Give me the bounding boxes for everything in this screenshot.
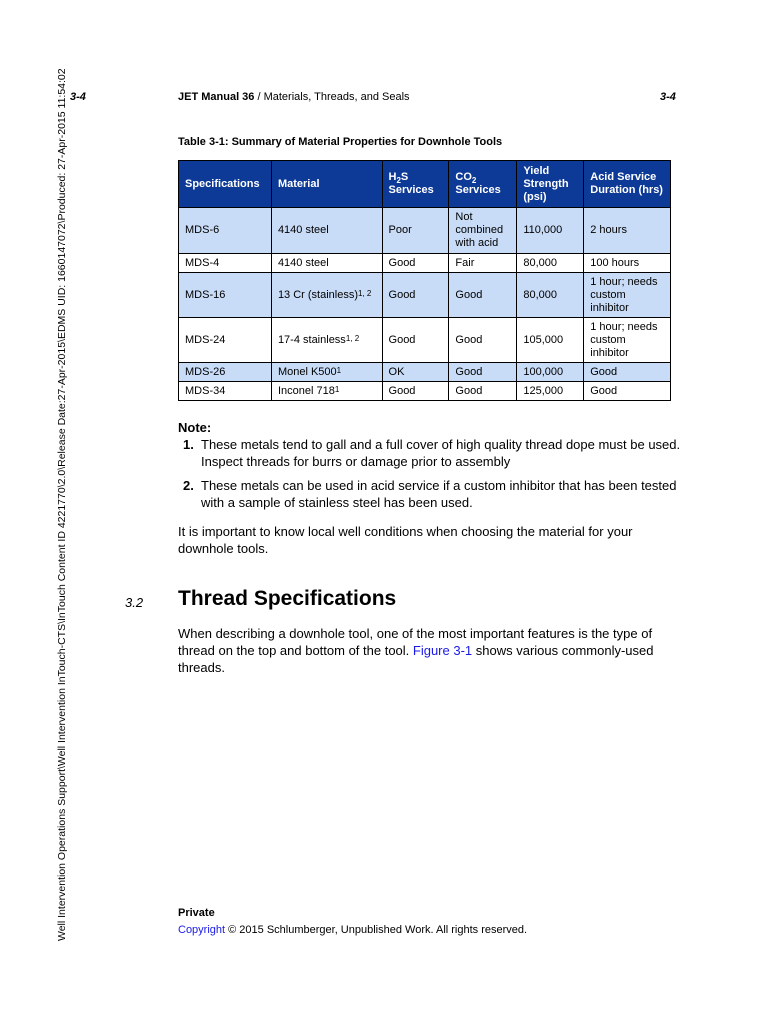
header-h2s-services: $H_2S$ Services [382,161,449,208]
cell-yield: 105,000 [517,318,584,363]
cell-h2s: Poor [382,208,449,254]
table-row [179,382,671,401]
table-caption: Table 3-1: Summary of Material Properties for Downhole Tools [178,136,503,148]
copyright-link[interactable]: Copyright [178,924,226,936]
note-number: 2. [183,478,194,493]
note-text: These metals can be used in acid service if a custom inhibitor that has been tested with a sample of stainless steel has been used. [201,478,677,510]
page-number-left: 3-4 [70,91,86,103]
cell-co2: Good [449,318,517,363]
table-row [179,363,671,382]
copyright-notice: Copyright © 2015 Schlumberger, Unpublished Work. All rights reserved. [178,924,528,936]
cell-acid: Good [584,382,671,401]
table-row [179,208,671,254]
thread-spec-paragraph: When describing a downhole tool, one of the most important features is the type of thread on the top and bottom of the tool. Figure 3-1 shows various commonly-used threads. [178,626,654,675]
cell-h2s: Good [382,382,449,401]
header-acid-service-duration: Acid Service Duration (hrs) [584,161,671,208]
table-header-row [179,161,671,208]
manual-subtitle: / Materials, Threads, and Seals [257,91,410,103]
header-yield-strength: Yield Strength (psi) [517,161,584,208]
note-item [183,436,683,470]
cell-spec: MDS-16 [179,273,272,318]
header-co2-services: $CO_2$ Services [449,161,517,208]
cell-h2s: Good [382,318,449,363]
cell-h2s: Good [382,254,449,273]
section-number: 3.2 [125,595,144,610]
cell-co2: Good [449,273,517,318]
cell-spec: MDS-26 [179,363,272,382]
well-conditions-paragraph: It is important to know local well conditions when choosing the material for your downhole tools. [178,524,633,556]
cell-material: 4140 steel [271,208,382,254]
cell-acid: 1 hour; needs custom inhibitor [584,318,671,363]
cell-spec: MDS-4 [179,254,272,273]
note-item [183,477,683,511]
cell-co2: Not combined with acid [449,208,517,254]
note-list [183,436,683,518]
header-specifications: Specifications [179,161,272,208]
cell-yield: 110,000 [517,208,584,254]
cell-yield: 80,000 [517,254,584,273]
cell-material: 13 Cr (stainless)$^{1, 2}$ [271,273,382,318]
cell-material: Inconel $718^1$ [271,382,382,401]
cell-yield: 125,000 [517,382,584,401]
cell-acid: Good [584,363,671,382]
cell-spec: MDS-6 [179,208,272,254]
cell-spec: MDS-24 [179,318,272,363]
cell-co2: Good [449,363,517,382]
manual-title: JET Manual 36 [178,91,255,103]
cell-yield: 100,000 [517,363,584,382]
cell-acid: 1 hour; needs custom inhibitor [584,273,671,318]
note-heading: Note: [178,420,212,435]
table-row [179,273,671,318]
document-metadata-sidebar: Well Intervention Operations Support\Well Intervention InTouch-CTS\InTouch Content ID 4221770\2.0\Release Date:27-Apr-2015\EDMS UID: 1660147072\Produced: 27-Apr-2015 11:54:02 [56,68,68,941]
figure-3-1-link[interactable]: Figure 3-1 [412,643,473,658]
material-properties-table [178,160,671,401]
classification-label: Private [178,907,215,919]
cell-h2s: OK [382,363,449,382]
cell-acid: 2 hours [584,208,671,254]
header-material: Material [271,161,382,208]
cell-acid: 100 hours [584,254,671,273]
section-title: Thread Specifications [178,587,397,610]
cell-material: Monel $K500^1$ [271,363,382,382]
table-row [179,318,671,363]
cell-material: 17-4 stainless$^{1, 2}$ [271,318,382,363]
running-header [178,91,410,103]
page-number-right: 3-4 [660,91,676,103]
cell-co2: Fair [449,254,517,273]
cell-yield: 80,000 [517,273,584,318]
table-row [179,254,671,273]
cell-material: 4140 steel [271,254,382,273]
cell-h2s: Good [382,273,449,318]
note-number: 1. [183,437,194,452]
cell-co2: Good [449,382,517,401]
note-text: These metals tend to gall and a full cover of high quality thread dope must be used. Inspect threads for burrs or damage prior to assembly [201,437,681,469]
cell-spec: MDS-34 [179,382,272,401]
